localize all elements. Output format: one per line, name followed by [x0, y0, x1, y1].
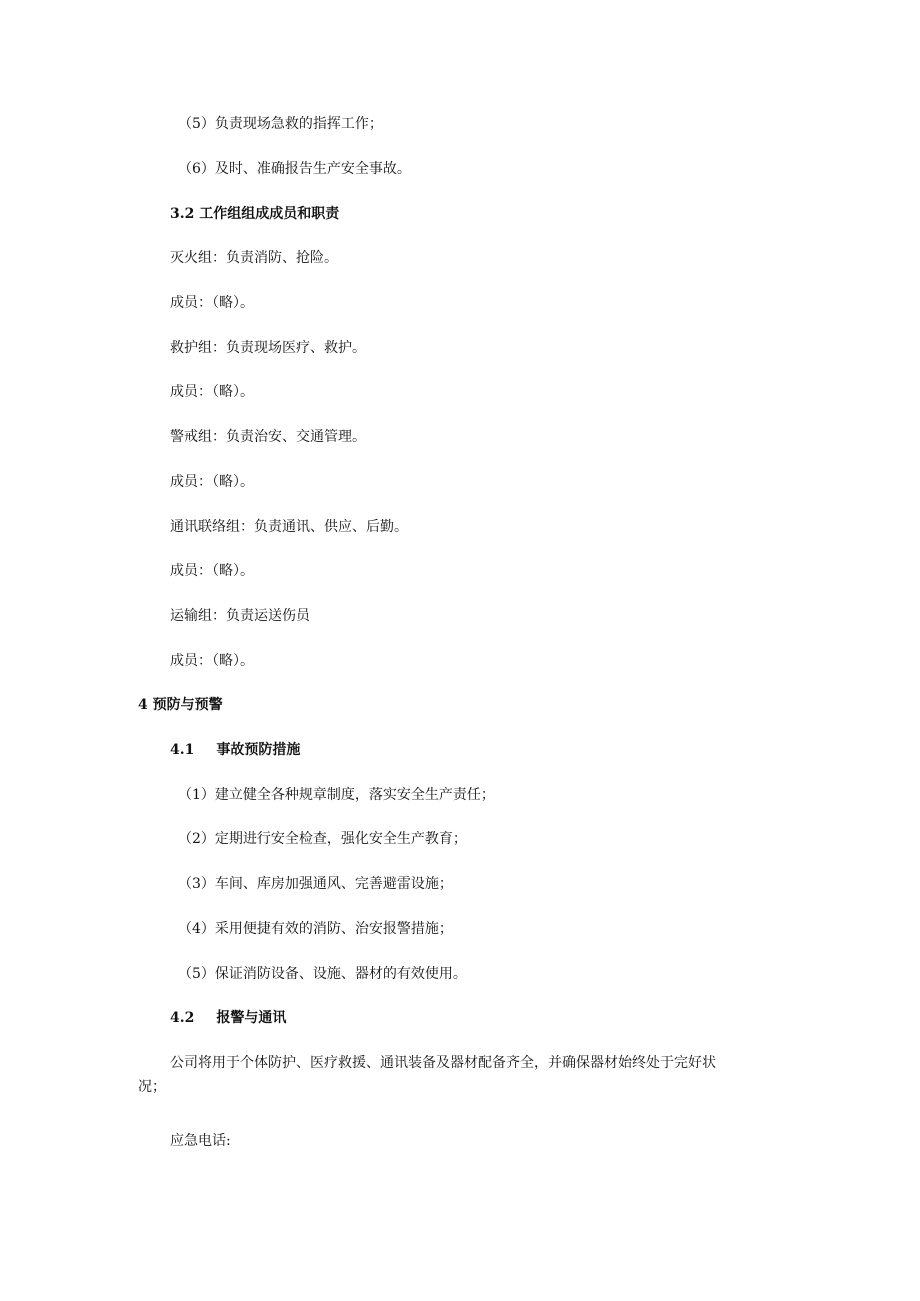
group-fire: 灭火组：负责消防、抢险。	[170, 250, 338, 266]
section-4-1-number: 4.1	[170, 742, 195, 758]
section-4-2-number: 4.2	[170, 1010, 195, 1026]
section-4-2-title: 报警与通讯	[216, 1010, 287, 1026]
group-transport: 运输组：负责运送伤员	[170, 608, 310, 624]
section-4-2-heading	[170, 1008, 286, 1028]
responsibility-item-5: （5）负责现场急救的指挥工作；	[178, 116, 383, 132]
section-4-1-heading	[170, 740, 300, 760]
group-transport-members: 成员：（略）。	[170, 653, 254, 669]
prevention-item-5: （5）保证消防设备、设施、器材的有效使用。	[178, 966, 467, 982]
emergency-phone-label: 应急电话:	[170, 1133, 231, 1149]
responsibility-item-6: （6）及时、准确报告生产安全事故。	[178, 161, 411, 177]
group-guard: 警戒组：负责治安、交通管理。	[170, 429, 366, 445]
prevention-item-2: （2）定期进行安全检查，强化安全生产教育；	[178, 831, 467, 847]
group-communication: 通讯联络组：负责通讯、供应、后勤。	[170, 519, 408, 535]
section-3-2-heading: 3.2 工作组组成成员和职责	[170, 206, 340, 222]
equipment-paragraph-line-2: 况；	[138, 1079, 166, 1095]
prevention-item-1: （1）建立健全各种规章制度，落实安全生产责任；	[178, 787, 495, 803]
group-fire-members: 成员：（略）。	[170, 295, 254, 311]
section-4-heading: 4 预防与预警	[138, 697, 223, 713]
group-guard-members: 成员：（略）。	[170, 474, 254, 490]
prevention-item-3: （3）车间、库房加强通风、完善避雷设施；	[178, 876, 453, 892]
group-communication-members: 成员：（略）。	[170, 563, 254, 579]
group-rescue-members: 成员：（略）。	[170, 384, 254, 400]
prevention-item-4: （4）采用便捷有效的消防、治安报警措施；	[178, 921, 453, 937]
section-4-1-title: 事故预防措施	[216, 742, 301, 758]
equipment-paragraph-line-1: 公司将用于个体防护、医疗救援、通讯装备及器材配备齐全，并确保器材始终处于完好状	[170, 1055, 716, 1071]
group-rescue: 救护组：负责现场医疗、救护。	[170, 340, 366, 356]
